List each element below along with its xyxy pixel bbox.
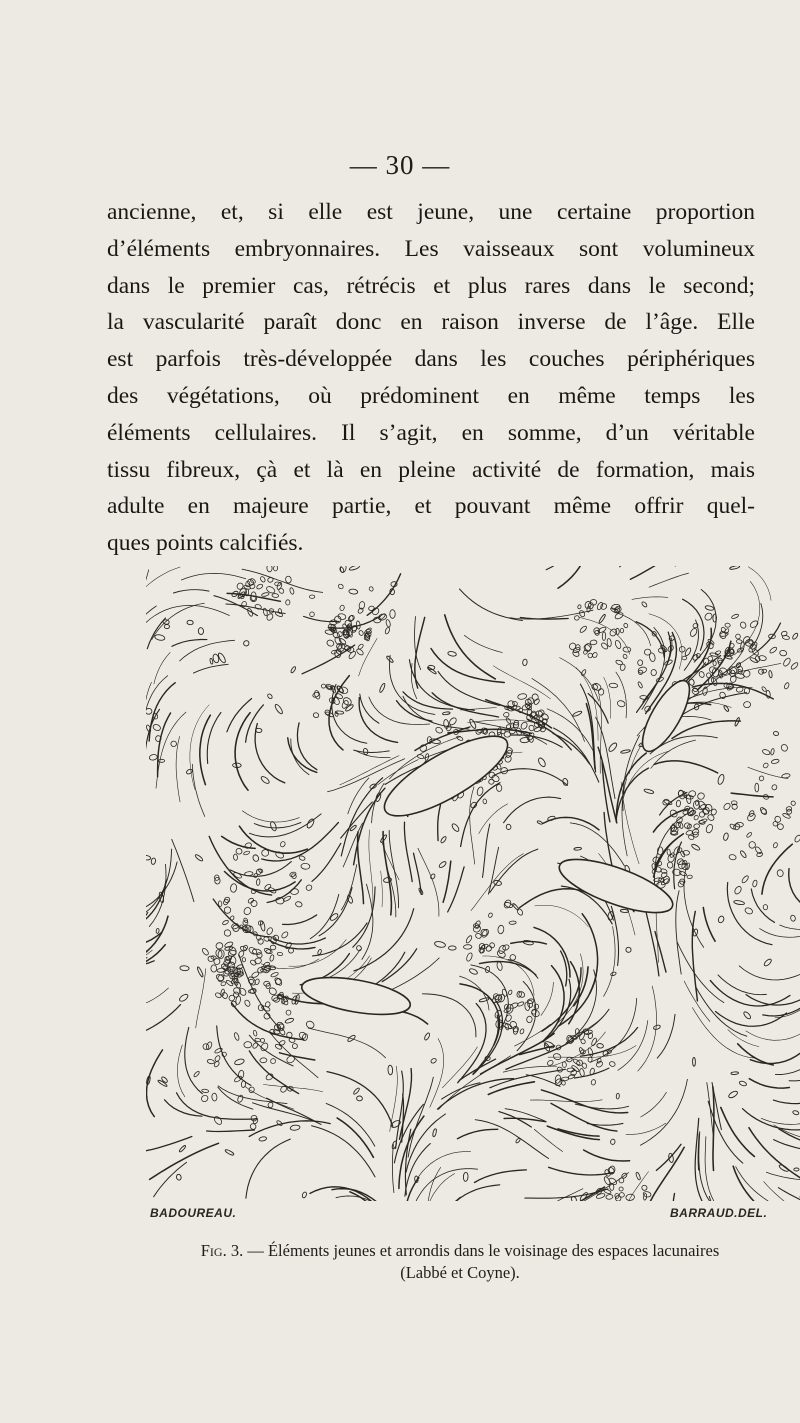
body-paragraph xyxy=(107,194,755,562)
histology-illustration xyxy=(146,566,800,1201)
text-line: des végétations, où prédominent en même temps les xyxy=(107,382,755,409)
caption-line-1 xyxy=(140,1240,780,1262)
page-number: — 30 — xyxy=(349,150,451,180)
caption-line-2: (Labbé et Coyne). xyxy=(400,1263,520,1282)
text-line: dans le premier cas, rétrécis et plus rares dans le second; xyxy=(107,272,755,299)
text-line: ancienne, et, si elle est jeune, une certaine proportion xyxy=(107,199,755,225)
artist-signature: BARRAUD.DEL. xyxy=(670,1206,768,1220)
figure-caption xyxy=(140,1240,780,1284)
engraver-signature: BADOUREAU. xyxy=(150,1206,237,1220)
text-line: est parfois très-développée dans les couches périphériques xyxy=(107,346,755,373)
text-line: éléments cellulaires. Il s’agit, en somme, d’un véritable xyxy=(107,419,755,446)
caption-text: — Éléments jeunes et arrondis dans le voisinage des espaces lacunaires xyxy=(247,1241,720,1260)
text-line: tissu fibreux, çà et là en pleine activité de formation, mais xyxy=(107,456,755,483)
text-line: adulte en majeure partie, et pouvant même offrir quel- xyxy=(107,493,755,520)
tissue-engraving xyxy=(146,566,800,1201)
text-line: d’éléments embryonnaires. Les vaisseaux sont volumineux xyxy=(107,235,755,262)
text-line: la vascularité paraît donc en raison inverse de l’âge. Elle xyxy=(107,309,755,336)
figure-label: Fig. 3. xyxy=(200,1241,244,1260)
fiber-stroke xyxy=(713,1087,714,1171)
text-line: ques points calcifiés. xyxy=(107,530,304,557)
